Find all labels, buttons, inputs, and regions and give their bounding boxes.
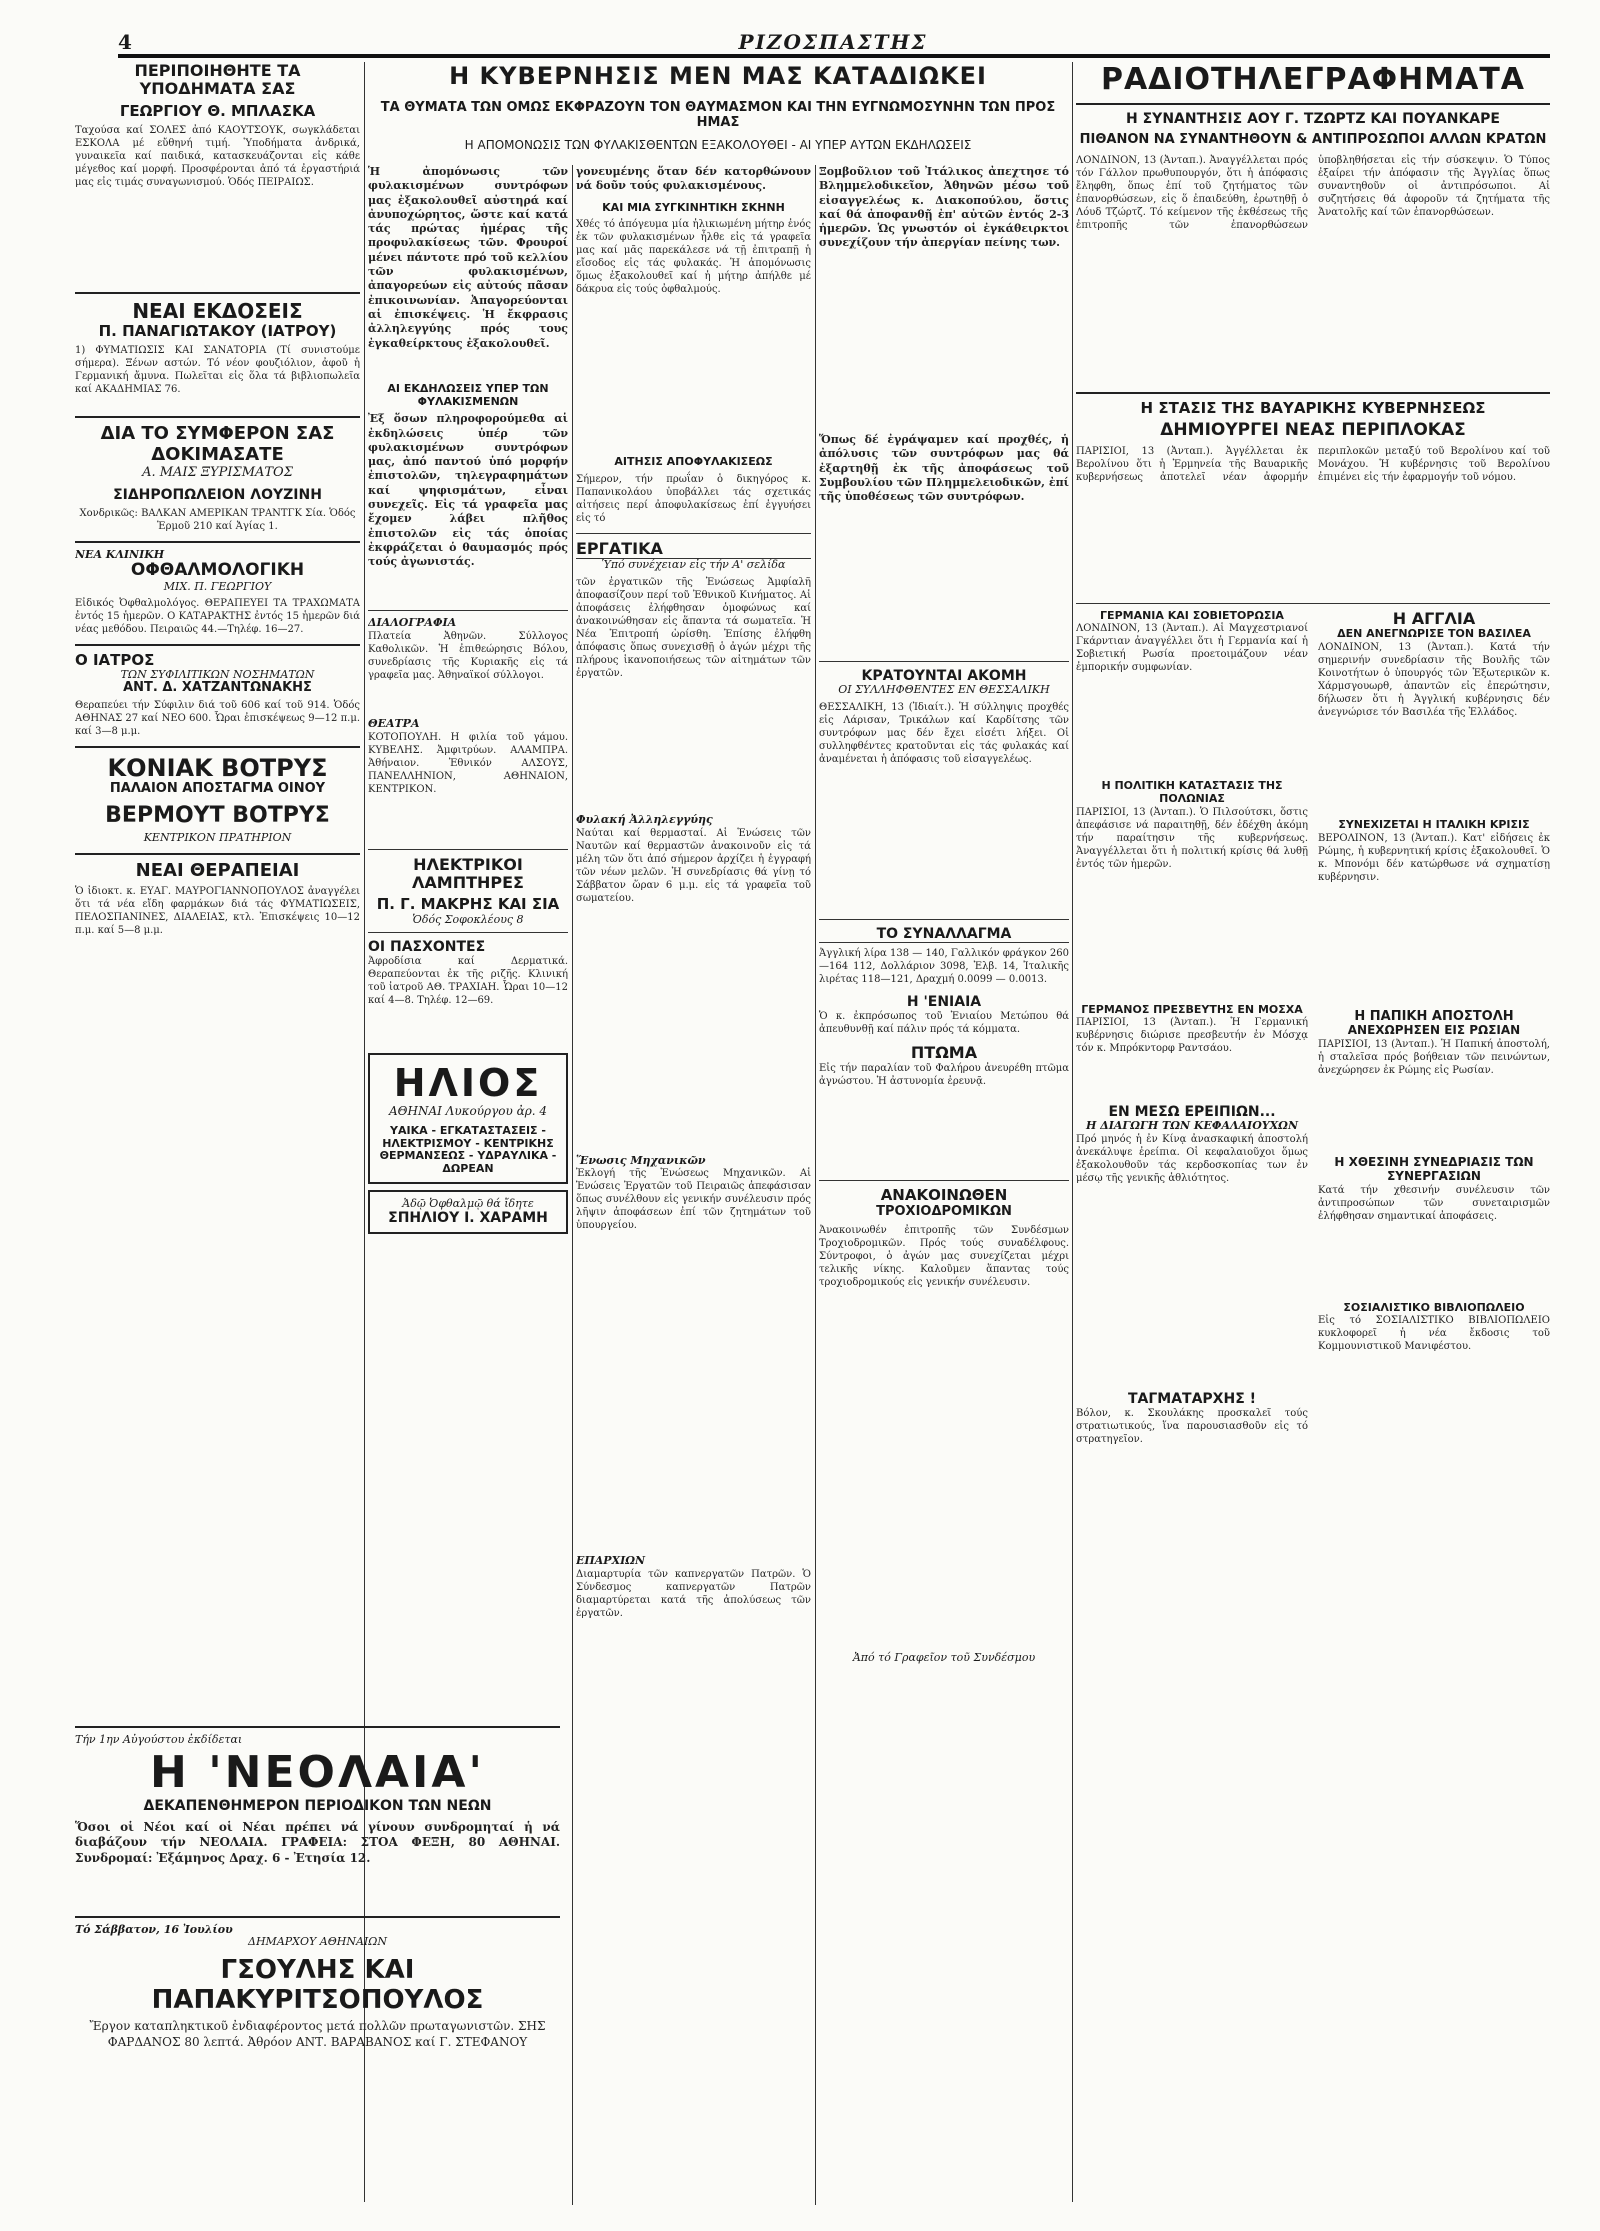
cooperatives-body: Κατά τήν χθεσινήν συνέλευσιν τῶν ἀντιπροσώπων τῶν συνεταιρισμῶν ἐλήφθησαν σημαντικαί ἀποφάσεις. [1318, 1184, 1550, 1222]
therapy-ad-title: ΝΕΑΙ ΘΕΡΑΠΕΙΑΙ [135, 859, 300, 881]
new-editions-body: 1) ΦΥΜΑΤΙΩΣΙΣ ΚΑΙ ΣΑΝΑΤΟΡΙΑ (Τί συνιστούμε σήμερα). Ξένων αστών. Τό νέον φουζιόλιον, ἀφοῦ ἡ Γερμανική ἄμυνα. Πωλεῖται εἰς ὅλα τά βιβλιοπωλεῖα καί ΑΚΑΔΗΜΙΑΣ 76. [75, 345, 360, 396]
eyeglass-ad-name: ΣΠΗΛΙΟΥ Ι. ΧΑΡΑΜΗ [388, 1210, 548, 1227]
shoe-ad [75, 62, 360, 284]
labour-heading: ΕΡΓΑΤΙΚΑ [576, 540, 811, 559]
divider [1076, 603, 1550, 604]
col4-body-2: Ὅπως δέ ἐγράψαμεν καί προχθές, ἡ ἀπόλυσις τῶν συντρόφων μας θά ἐξαρτηθῇ ἐκ τῆς ἀποφάσεως τοῦ Συμβουλίου τῶν Πλημμελειοδικῶν, ἐπί τῆς ὑποθέσεως τῶν συντρόφων. [819, 433, 1069, 504]
shaving-ad-sub: Α. ΜΑΙΣ ΞΥΡΙΣΜΑΤΟΣ [142, 464, 293, 480]
release-request-body: Σήμερον, τήν πρωΐαν ὁ δικηγόρος κ. Παπανικολάου ὑποβάλλει τάς σχετικάς αἰτήσεις περί ἀποφυλακίσεως ἐπί ἐγγυήσει εἰς τό [576, 473, 811, 524]
papal-mission-body: ΠΑΡΙΣΙΟΙ, 13 (Ἀνταπ.). Ἡ Παπική ἀποστολή, ἡ σταλεῖσα πρός βοήθειαν τῶν πεινώντων, ἀνεχώρησεν ἐκ Ρώμης εἰς Ρωσίαν. [1318, 1039, 1550, 1077]
clinic-ad-title: ΝΕΑ ΚΛΙΝΙΚΗ [75, 547, 165, 561]
therapy-ad [75, 861, 360, 1005]
engineers-body: Ἐκλογή τῆς Ἑνώσεως Μηχανικῶν. Αἱ Ἑνώσεις Ἐργατῶν τοῦ Πειραιῶς ἀπεφάσισαν ὅπως συνέλθουν εἰς γενικήν συνέλευσιν πρός λῆψιν ἀποφάσεων ἐπί τῶν ζητημάτων τοῦ ὑπουργείου. [576, 1168, 811, 1232]
meeting-body: ΛΟΝΔΙΝΟΝ, 13 (Ἀνταπ.). Ἀναγγέλλεται πρός τόν Γάλλον πρωθυπουργόν, ὅτι ἡ ἀπόφασις ἔληφθη, ὅπως ἐπί τοῦ ζητήματος τῶν ἐπανορθώσεων, εἰς ὅ ἐπαιδεύθη, ἐρωτηθῇ ὁ Λόυδ Τζώρτζ. Τό κείμενον τῆς ἐκθέσεως τῆς ἐπιτροπῆς τῶν ἐπανορθώσεων ὑποβληθήσεται εἰς τήν σύσκεψιν. Ὁ Τύπος ἐξαίρει τήν ἀπόφασιν τῆς Ἀγγλίας ὅπως συναντηθοῦν οἱ ἀντιπρόσωποι. Αἱ συζητήσεις θά ἀφοροῦν τά ζητήματα τῆς Ἀνατολῆς καί τῶν ἐπανορθώσεων. [1076, 155, 1550, 232]
sufferers-body: Ἀφροδίσια καί Δερματικά. Θεραπεύονται ἐκ τῆς ριζῆς. Κλινική τοῦ ἰατροῦ ΑΘ. ΤΡΑΧΙΑΗ. Ὧραι 10—12 καί 4—8. Τηλέφ. 12—69. [368, 956, 568, 1007]
cognac-ad-title: ΚΟΝΙΑΚ ΒΟΤΡΥΣ [107, 754, 328, 783]
divider [75, 541, 360, 543]
divider [75, 1916, 560, 1918]
england-subheading: ΔΕΝ ΑΝΕΓΝΩΡΙΣΕ ΤΟΝ ΒΑΣΙΛΕΑ [1337, 627, 1531, 641]
exchange-body: Ἀγγλική λίρα 138 — 140, Γαλλικόν φράγκον 260—164 112, Δολλάριον 3098, Ἐλβ. 14, Ἰταλικῆς λιρέτας 118—121, Δραχμή 0.0099 — 0.0013. [819, 947, 1069, 985]
moving-scene-body: Χθές τό ἀπόγευμα μία ἡλικιωμένη μήτηρ ἐνός ἐκ τῶν φυλακισμένων ἦλθε εἰς τά γραφεῖα μας καί μᾶς παρεκάλεσε νά τῇ ἐπιτραπῇ ἡ εἴσοδος εἰς τάς φυλακάς. Ἡ ἀπομόνωσις ὅμως ἐξακολουθεῖ καί ἡ μήτηρ ἀπήλθε μέ δάκρυα εἰς τούς ὀφθαλμούς. [576, 219, 811, 296]
meeting-headline: Η ΣΥΝΑΝΤΗΣΙΣ ΑΟΥ Γ. ΤΖΩΡΤΖ ΚΑΙ ΠΟΥΑΝΚΑΡΕ [1126, 111, 1500, 127]
neolaia-subtitle: ΔΕΚΑΠΕΝΘΗΜΕΡΟΝ ΠΕΡΙΟΔΙΚΟΝ ΤΩΝ ΝΕΩΝ [143, 1797, 492, 1814]
masthead-rule [118, 54, 1550, 58]
divider [75, 1726, 560, 1728]
neolaia-title: Η 'ΝΕΟΛΑΙΑ' [150, 1746, 485, 1798]
solidarity-heading: Φυλακή Ἀλληλεγγύης [576, 812, 713, 826]
column-divider [1072, 62, 1073, 2202]
major-body: Βόλον, κ. Σκουλάκης προσκαλεῖ τούς στρατιωτικούς, ἵνα παρουσιασθοῦν εἰς τό στρατηγεῖον. [1076, 1408, 1308, 1446]
ruins-subheading: Η ΔΙΑΓΩΓΗ ΤΩΝ ΚΕΦΑΛΑΙΟΥΧΩΝ [1085, 1119, 1299, 1133]
lead-story-body: Ἡ ἀπομόνωσις τῶν φυλακισμένων συντρόφων μας ἐξακολουθεῖ αὐστηρά καί ἀνυποχώρητος, ὥστε καί κατά τάς πρώτας ἡμέρας τῆς προφυλακίσεως τῶν. Φρουροί μένει πάντοτε πρό τοῦ κελλίου τῶν φυλακισμένων, ἀπαγορεύων εἰς αὐτούς πᾶσαν ἐπικοινωνίαν. Ἀπαγορεύονται αἱ ἐπισκέψεις. Ἡ ἔκφρασις ἀλληλεγγύης πρός τους ἐγκαθείρκτους ἐξακολουθεῖ. [368, 165, 568, 350]
column-ads-left [75, 62, 360, 1402]
divider [368, 932, 568, 933]
italy-heading: ΣΥΝΕΧΙΖΕΤΑΙ Η ΙΤΑΛΙΚΗ ΚΡΙΣΙΣ [1338, 817, 1530, 831]
helios-ad-list: ΥΑΙΚΑ - ΕΓΚΑΤΑΣΤΑΣΕΙΣ - ΗΛΕΚΤΡΙΣΜΟΥ - ΚΕΝΤΡΙΚΗΣ ΘΕΡΜΑΝΣΕΩΣ - ΥΔΡΑΥΛΙΚΑ - ΔΩΡΕΑΝ [379, 1124, 557, 1176]
release-request-heading: ΑΙΤΗΣΙΣ ΑΠΟΦΥΛΑΚΙΣΕΩΣ [614, 455, 773, 469]
papal-mission-subheading: ΑΝΕΧΩΡΗΣΕΝ ΕΙΣ ΡΩΣΙΑΝ [1347, 1023, 1521, 1038]
divider [75, 292, 360, 294]
engineers-heading: Ἕνωσις Μηχανικῶν [576, 1153, 706, 1167]
provinces-body: Διαμαρτυρία τῶν καπνεργατῶν Πατρῶν. Ὁ Σύνδεσμος καπνεργατῶν Πατρῶν διαμαρτύρεται κατά τῆς ἀπολύσεως τῶν ἐργατῶν. [576, 1568, 811, 1619]
still-held-body: ΘΕΣΣΑΛΙΚΗ, 13 (Ἰδιαίτ.). Ἡ σύλληψις προχθές εἰς Λάρισαν, Τρικάλων καί Καρδίτσης τῶν συντρόφων μας δέν ἔχει εἰσέτι λήξει. Οἱ συλληφθέντες κρατοῦνται εἰς τάς φυλακάς καί ἀναμένεται ἡ ἀπόφασις τοῦ εἰσαγγελέως. [819, 701, 1069, 765]
neolaia-body: Ὅσοι οἱ Νέοι καί οἱ Νέαι πρέπει νά γίνουν συνδρομηταί ἡ νά διαβάζουν τήν ΝΕΟΛΑΙΑ. ΓΡΑΦΕΙΑ: ΣΤΟΑ ΦΕΞΗ, 80 ΑΘΗΝΑΙ. Συνδρομαί: Ἐξάμηνος Δραχ. 6 - Ἐτησία 12. [75, 1819, 560, 1865]
divider [75, 644, 360, 646]
england-body: ΛΟΝΔΙΝΟΝ, 13 (Ἀνταπ.). Κατά τήν σημερινήν συνεδρίασιν τῆς Βουλῆς τῶν Κοινοτήτων ὁ ὑπουργός τῶν Ἐξωτερικῶν κ. Χάρμσγουωρθ, ἀπαντῶν εἰς ἐπερώτησιν, δήλωσεν ὅτι ἡ Ἀγγλική κυβέρνησις δέν ἀνεγνώρισε τόν Βασιλέα τῆς Ἑλλάδος. [1318, 641, 1550, 718]
divider [576, 533, 811, 534]
masthead [118, 30, 1548, 52]
poland-heading: Η ΠΟΛΙΤΙΚΗ ΚΑΤΑΣΤΑΣΙΣ ΤΗΣ ΠΟΛΩΝΙΑΣ [1101, 779, 1283, 806]
divider [1076, 103, 1550, 105]
tram-announcement-signature: Ἀπό τό Γραφεῖον τοῦ Συνδέσμου [852, 1650, 1036, 1664]
divider [819, 1180, 1069, 1181]
theatres-body: ΚΟΤΟΠΟΥΛΗ. Η φιλία τοῦ γάμου. ΚΥΒΕΛΗΣ. Ἀμφιτρύων. ΑΛΑΜΠΡΑ. Ἀθήναιον. Ἐθνικόν ΑΛΣΟΥΣ, ΠΑΝΕΛΛΗΝΙΟΝ, ΑΘΗΝΑΙΟΝ, ΚΕΝΤΡΙΚΟΝ. [368, 731, 568, 795]
lamps-ad-address: Ὁδός Σοφοκλέους 8 [412, 912, 524, 926]
corpse-body: Εἰς τήν παραλίαν τοῦ Φαλήρου ἀνευρέθη πτῶμα ἀγνώστου. Ἡ ἀστυνομία ἐρευνᾷ. [819, 1063, 1069, 1088]
bavaria-subheadline: ΔΗΜΙΟΥΡΓΕΙ ΝΕΑΣ ΠΕΡΙΠΛΟΚΑΣ [1160, 420, 1466, 441]
new-editions-ad [75, 300, 360, 408]
divider [819, 919, 1069, 920]
divider [75, 416, 360, 418]
neolaia-date-line: Τήν 1ην Αὐγούστου ἐκδίδεται [75, 1733, 243, 1746]
column-divider [815, 165, 816, 2205]
neolaia-ad-block [75, 1720, 560, 2210]
theatres-heading: ΘΕΑΤΡΑ [368, 716, 420, 730]
sufferers-heading: ΟΙ ΠΑΣΧΟΝΤΕΣ [368, 939, 486, 956]
therapy-ad-body: Ὁ ἰδιοκτ. κ. ΕΥΑΓ. ΜΑΥΡΟΓΙΑΝΝΟΠΟΥΛΟΣ ἀναγγέλει ὅτι τά νέα εἴδη φαρμάκων διά τάς ΦΥΜΑΤΙΩΣΕΙΣ, ΠΕΛΟΣΠΑΝΙΝΕΣ, ΔΙΑΛΕΙΑΣ, κτλ. Ἐπισκέψεις 10—12 π.μ. καί 5—8 μ.μ. [75, 885, 360, 936]
cognac-ad [75, 754, 360, 845]
event-venue: ΔΗΜΑΡΧΟΥ ΑΘΗΝΑΙΩΝ [248, 1935, 387, 1949]
tram-announcement-body: Ἀνακοινωθέν ἐπιτροπῆς τῶν Συνδέσμων Τροχιοδρομικῶν. Πρός τούς συναδέλφους. Σύντροφοι, ὁ ἀγών μας συνεχίζεται μέχρι τελικῆς νίκης. Καλοῦμεν ἅπαντας τούς τροχιοδρομικούς εἰς γενικήν συνέλευσιν. [819, 1224, 1069, 1288]
divider [75, 853, 360, 855]
event-body: Ἔργον καταπληκτικοῦ ἐνδιαφέροντος μετά πολλῶν πρωταγωνιστῶν. ΣΗΣ ΦΑΡΔΑΝΟΣ 80 λεπτά. Ἀθρόον ΑΝΤ. ΒΑΡΑΒΑΝΟΣ καί Γ. ΣΤΕΦΑΝΟΥ [89, 2019, 546, 2049]
clinic-ad-body: Εἰδικός Ὀφθαλμολόγος. ΘΕΡΑΠΕΥΕΙ ΤΑ ΤΡΑΧΩΜΑΤΑ ἐντός 15 ἡμερῶν. Ο ΚΑΤΑΡΑΚΤΗΣ ἐντός 15 ἡμερῶν διά νέας μεθόδου. Πειραιῶς 44.—Τηλέφ. 16—27. [75, 597, 360, 635]
major-heading: ΤΑΓΜΑΤΑΡΧΗΣ ! [1127, 1391, 1257, 1408]
col4-body-1: Ξομβοῦλιον τοῦ Ἰτάλικος ἀπεχτησε τό Βλημμελοδικεῖον, Ἀθηνῶν μέσω τοῦ εἰσαγγελέως κ. Διακοπούλου, ὅστις καί θά ἀποφανθῇ ἐπ' αὐτῶν ἐντός 2-3 ἡμερῶν. Ὡς γνωστόν οἱ ἐγκάθειρκτοι συνεχίζουν τήν ἀπεργίαν πείνης των. [819, 165, 1069, 250]
col5-right [1318, 610, 1550, 1454]
lamps-ad-company: Π. Γ. ΜΑΚΡΗΣ ΚΑΙ ΣΙΑ [376, 895, 560, 914]
clinic-ad-name: ΟΦΘΑΛΜΟΛΟΓΙΚΗ [130, 560, 305, 581]
doctor-ad-body: Θεραπεύει τήν Σύφιλιν διά τοῦ 606 καί τοῦ 914. Ὁδός ΑΘΗΝΑΣ 27 καί ΝΕΟ 600. Ὧραι ἐπισκέψεως 9—12 π.μ. καί 3—8 μ.μ. [75, 700, 360, 738]
labour-subheading: Ὑπό συνέχειαν εἰς τήν Α' σελίδα [601, 558, 786, 572]
support-body: Ἐξ ὅσων πληροφορούμεθα αἱ ἐκδηλώσεις ὑπέρ τῶν φυλακισμένων συντρόφων μας, ἀπό παντού ὑπό μορφήν ἐπιστολῶν, τηλεγραφημάτων καί ψηφισμάτων, εἶναι συνεχεῖς. Εἰς τά γραφεῖα μας ἔχομεν λάβει πλῆθος ἐπιστολῶν εἰς τάς ὁποίας ἐκφράζεται ὁ θαυμασμός πρός τούς ἀγωνιστάς. [368, 412, 568, 569]
ruins-body: Πρό μηνός ἡ ἐν Κίνᾳ ἀνασκαφική ἀποστολή ἀνεκάλυψε ἐρείπια. Οἱ κεφαλαιοῦχοι ὅμως ἐξακολουθοῦν τάς κερδοσκοπίας των ἐν μέσῳ τῆς γενικῆς ἀθλιότητος. [1076, 1134, 1308, 1185]
bavaria-headline: Η ΣΤΑΣΙΣ ΤΗΣ ΒΑΥΑΡΙΚΗΣ ΚΥΒΕΡΝΗΣΕΩΣ [1140, 399, 1486, 418]
divider [819, 661, 1069, 662]
support-subheading: ΑΙ ΕΚΔΗΛΩΣΕΙΣ ΥΠΕΡ ΤΩΝ ΦΥΛΑΚΙΣΜΕΝΩΝ [387, 382, 549, 408]
doctor-ad-name: ΑΝΤ. Δ. ΧΑΤΖΑΝΤΩΝΑΚΗΣ [123, 680, 312, 696]
column-divider [572, 165, 573, 2205]
helios-ad [368, 1053, 568, 1183]
ambassador-body: ΠΑΡΙΣΙΟΙ, 13 (Ἀνταπ.). Ἡ Γερμανική κυβέρνησις διώρισε πρεσβευτήν ἐν Μόσχᾳ τόν κ. Μπρόκντορφ Ραντσάου. [1076, 1017, 1308, 1055]
corpse-heading: ΠΤΩΜΑ [910, 1042, 978, 1062]
page-number: 4 [118, 30, 132, 54]
poland-body: ΠΑΡΙΣΙΟΙ, 13 (Ἀνταπ.). Ὁ Πιλσούτσκι, ὅστις ἀπεφάσισε νά παραιτηθῇ, δέν ἐδέχθη ἀκόμη τήν παραίτησιν τῆς κυβερνήσεως. Ἀναγγέλλεται ὅτι ἡ πολιτική κρίσις θά λυθῇ ἐντός τῶν ἡμερῶν. [1076, 806, 1308, 870]
divider [368, 610, 568, 611]
lead-story-banner [368, 62, 1068, 152]
united-front-heading: Η 'ΕΝΙΑΙΑ [906, 993, 982, 1010]
moving-scene-heading: ΚΑΙ ΜΙΑ ΣΥΓΚΙΝΗΤΙΚΗ ΣΚΗΝΗ [602, 200, 785, 214]
helios-ad-sub: ΑΘΗΝΑΙ Λυκούργου ἀρ. 4 [388, 1104, 548, 1119]
germany-russia-body: ΛΟΝΔΙΝΟΝ, 13 (Ἀνταπ.). Αἱ Μαγχεστριανοί Γκάρντιαν ἀναγγέλλει ὅτι ἡ Γερμανία καί ἡ Σοβιετική Ρωσία προετοιμάζουν νέαν ἐμπορικήν συμφωνίαν. [1076, 623, 1308, 674]
helios-ad-title: ΗΛΙΟΣ [393, 1061, 543, 1106]
eyeglass-ad [368, 1190, 568, 1235]
shoe-ad-name: ΓΕΩΡΓΙΟΥ Θ. ΜΠΛΑΣΚΑ [119, 101, 316, 120]
bavaria-body: ΠΑΡΙΣΙΟΙ, 13 (Ἀνταπ.). Ἀγγέλλεται ἐκ Βερολίνου ὅτι ἡ Ἐρμηνεία τῆς Βαυαρικῆς κυβερνήσεως ἀποτελεῖ νέαν ἀφορμήν περιπλοκῶν μεταξύ τοῦ Βερολίνου καί τοῦ Μονάχου. Ἡ κυβέρνησις τοῦ Βερολίνου ἐπιμένει εἰς τήν ἐφαρμογήν τοῦ νόμου. [1076, 445, 1550, 483]
shaving-ad [75, 424, 360, 532]
ruins-heading: ΕΝ ΜΕΣΩ ΕΡΕΙΠΙΩΝ... [1108, 1104, 1276, 1121]
lead-subheadline-2: Η ΑΠΟΜΟΝΩΣΙΣ ΤΩΝ ΦΥΛΑΚΙΣΘΕΝΤΩΝ ΕΞΑΚΟΛΟΥΘΕΙ - ΑΙ ΥΠΕΡ ΑΥΤΩΝ ΕΚΔΗΛΩΣΕΙΣ [464, 138, 972, 152]
papal-mission-heading: Η ΠΑΠΙΚΗ ΑΠΟΣΤΟΛΗ [1354, 1008, 1514, 1024]
lead-subheadline: ΤΑ ΘΥΜΑΤΑ ΤΩΝ ΟΜΩΣ ΕΚΦΡΑΖΟΥΝ ΤΟΝ ΘΑΥΜΑΣΜΟΝ ΚΑΙ ΤΗΝ ΕΥΓΝΩΜΟΣΥΝΗΝ ΤΩΝ ΠΡΟΣ ΗΜΑΣ [380, 100, 1056, 130]
tram-announcement-subheading: ΤΡΟΧΙΟΔΡΟΜΙΚΩΝ [876, 1203, 1012, 1219]
clinic-ad-sub: ΜΙΧ. Π. ΓΕΩΡΓΙΟΥ [163, 579, 272, 593]
event-date: Τό Σάββατον, 16 Ἰουλίου [75, 1922, 233, 1936]
still-held-subheading: ΟΙ ΣΥΛΛΗΦΘΕΝΤΕΣ ΕΝ ΘΕΣΣΑΛΙΚΗ [838, 683, 1050, 697]
bookshop-heading: ΣΟΣΙΑΛΙΣΤΙΚΟ ΒΙΒΛΙΟΠΩΛΕΙΟ [1343, 1300, 1525, 1314]
lead-headline: Η ΚΥΒΕΡΝΗΣΙΣ ΜΕΝ ΜΑΣ ΚΑΤΑΔΙΩΚΕΙ [449, 62, 987, 90]
eyeglass-ad-body: Ἀδῷ Ὀφθαλμῷ θά ἴδητε [402, 1196, 534, 1210]
doctor-ad-sub: ΤΩΝ ΣΥΦΙΛΙΤΙΚΩΝ ΝΟΣΗΜΑΤΩΝ [120, 667, 315, 681]
dialogue-heading: ΔΙΑΛΟΓΡΑΦΙΑ [368, 616, 457, 630]
shaving-ad-name: ΣΙΔΗΡΟΠΩΛΕΙΟΝ ΛΟΥΖΙΝΗ [113, 486, 322, 503]
clinic-ad [75, 549, 360, 636]
cognac-ad-sub: ΠΑΛΑΙΟΝ ΑΠΟΣΤΑΓΜΑ ΟΙΝΟΥ [109, 781, 326, 797]
bookshop-body: Εἰς τό ΣΟΣΙΑΛΙΣΤΙΚΟ ΒΙΒΛΙΟΠΩΛΕΙΟ κυκλοφορεῖ ἡ νέα ἔκδοσις τοῦ Κομμουνιστικοῦ Μανιφέστου. [1318, 1315, 1550, 1353]
exchange-heading: ΤΟ ΣΥΝΑΛΛΑΓΜΑ [819, 926, 1069, 943]
still-held-heading: ΚΡΑΤΟΥΝΤΑΙ ΑΚΟΜΗ [861, 668, 1027, 684]
col3-body-1: γονευμένης ὅταν δέν κατορθώνουν νά δοῦν τούς φυλακισμένους. [576, 165, 811, 193]
lamps-ad-title: ΗΛΕΚΤΡΙΚΟΙ ΛΑΜΠΤΗΡΕΣ [412, 854, 524, 892]
doctor-ad-title: Ο ΙΑΤΡΟΣ [75, 650, 155, 669]
shaving-ad-body: Χονδρικῶς: ΒΑΛΚΑΝ ΑΜΕΡΙΚΑΝ ΤΡΑΝΤΓΚ Σία. Ὁδός Ἑρμοῦ 210 καί Ἀγίας 1. [79, 507, 356, 532]
ambassador-heading: ΓΕΡΜΑΝΟΣ ΠΡΕΣΒΕΥΤΗΣ ΕΝ ΜΟΣΧΑ [1081, 1002, 1303, 1016]
shaving-ad-title: ΔΙΑ ΤΟ ΣΥΜΦΕΡΟΝ ΣΑΣ ΔΟΚΙΜΑΣΑΤΕ [100, 423, 335, 465]
meeting-subheadline: ΠΙΘΑΝΟΝ ΝΑ ΣΥΝΑΝΤΗΘΟΥΝ & ΑΝΤΙΠΡΟΣΩΠΟΙ ΑΛΛΩΝ ΚΡΑΤΩΝ [1079, 132, 1547, 148]
cooperatives-heading: Η ΧΘΕΣΙΝΗ ΣΥΝΕΔΡΙΑΣΙΣ ΤΩΝ ΣΥΝΕΡΓΑΣΙΩΝ [1334, 1155, 1534, 1184]
england-heading: Η ΑΓΓΛΙΑ [1392, 608, 1476, 628]
paper-name: ΡΙΖΟΣΠΑΣΤΗΣ [738, 30, 928, 54]
dialogue-body: Πλατεία Ἀθηνῶν. Σύλλογος Καθολικῶν. Ἡ ἐπιθεώρησις Βόλου, συνεδρίασις τῆς Κυριακῆς εἰς τά γραφεῖα μας. Ἀθηναϊκοί σύλλογοι. [368, 630, 568, 681]
doctor-ad [75, 652, 360, 739]
provinces-heading: ΕΠΑΡΧΙΩΝ [576, 1554, 646, 1568]
column-3 [576, 165, 811, 2205]
divider [368, 849, 568, 850]
radio-dispatches-title: ΡΑΔΙΟΤΗΛΕΓΡΑΦΗΜΑΤΑ [1100, 62, 1526, 97]
column-4 [819, 165, 1069, 2205]
vermouth-ad-name: ΒΕΡΜΟΥΤ ΒΟΤΡΥΣ [105, 803, 330, 829]
italy-body: ΒΕΡΟΛΙΝΟΝ, 13 (Ἀνταπ.). Κατ' εἰδήσεις ἐκ Ρώμης, ἡ κυβερνητική κρίσις ἐξακολουθεῖ. Ὁ κ. Μπονόμι δέν κατώρθωσε νά σχηματίσῃ κυβέρνησιν. [1318, 832, 1550, 883]
new-editions-name: Π. ΠΑΝΑΓΙΩΤΑΚΟΥ (ΙΑΤΡΟΥ) [98, 322, 337, 341]
col5-left [1076, 610, 1308, 1454]
shoe-ad-body: Ταχούσα καί ΣΟΛΕΣ ἀπό ΚΑΟΥΤΣΟΥΚ, σωγκλάδεται ΕΣΚΟΛΑ μέ εὔθηνή τιμή. Ὑποδήματα ἀνδρικά, γυναικεῖα καί παιδικά, κατασκευάζονται εἰς κάθε μέγεθος καί μορφή. Προσφέρονται ἀπό τά ἐργαστήριά μας εἰς τιμάς συναγωνισμού. Ὁδός ΠΕΙΡΑΙΩΣ. [75, 125, 360, 189]
event-title: ΓΣΟΥΛΗΣ ΚΑΙ ΠΑΠΑΚΥΡΙΤΣΟΠΟΥΛΟΣ [151, 1955, 484, 2016]
divider [1076, 392, 1550, 394]
tram-announcement-heading: ΑΝΑΚΟΙΝΩΘΕΝ [880, 1186, 1008, 1205]
column-radio-dispatches [1076, 62, 1550, 2202]
labour-body: τῶν ἐργατικῶν τῆς Ἑνώσεως Ἀμφίαλῆ ἀποφασίζουν περί τοῦ Ἐθνικοῦ Κινήματος. Αἱ ἀποφάσεις ἐλήφθησαν ὁμοφώνως καί ἀνακοινώθησαν εἰς ἅπαντα τά σωματεῖα. Ἡ Νέα Ἐπιτροπή ὡρίσθη. Ἐπίσης ἐλήφθη ἀπόφασις ὅπως συνεχισθῇ ὁ ἀγών μέχρι τῆς πλήρους ἱκανοποιήσεως τῶν αἰτημάτων τῶν ἐργατῶν. [576, 576, 811, 679]
col5-split [1076, 610, 1550, 1454]
shoe-ad-title: ΠΕΡΙΠΟΙΗΘΗΤΕ ΤΑ ΥΠΟΔΗΜΑΤΑ ΣΑΣ [134, 62, 301, 99]
solidarity-body: Ναύται καί θερμασταί. Αἱ Ἑνώσεις τῶν Ναυτῶν καί θερμαστῶν ἀνακοινοῦν εἰς τά μέλη τῶν ὅτι ἀπό σήμερον ἀρχίζει ἡ ἐγγραφή τῶν νέων μελῶν. Ἡ συνεδρίασις θά γίνῃ τό Σάββατον ὥραν 6 μ.μ. εἰς τά γραφεῖα τοῦ σωματείου. [576, 827, 811, 904]
cognac-ad-body: ΚΕΝΤΡΙΚΟΝ ΠΡΑΤΗΡΙΟΝ [143, 831, 292, 845]
united-front-body: Ὁ κ. ἐκπρόσωπος τοῦ Ἑνιαίου Μετώπου θά ἀπευθυνθῇ καί πάλιν πρός τά κόμματα. [819, 1010, 1069, 1035]
new-editions-title: ΝΕΑΙ ΕΚΔΟΣΕΙΣ [132, 299, 303, 324]
divider [75, 746, 360, 748]
germany-russia-heading: ΓΕΡΜΑΝΙΑ ΚΑΙ ΣΟΒΙΕΤΟΡΩΣΙΑ [1100, 608, 1284, 622]
